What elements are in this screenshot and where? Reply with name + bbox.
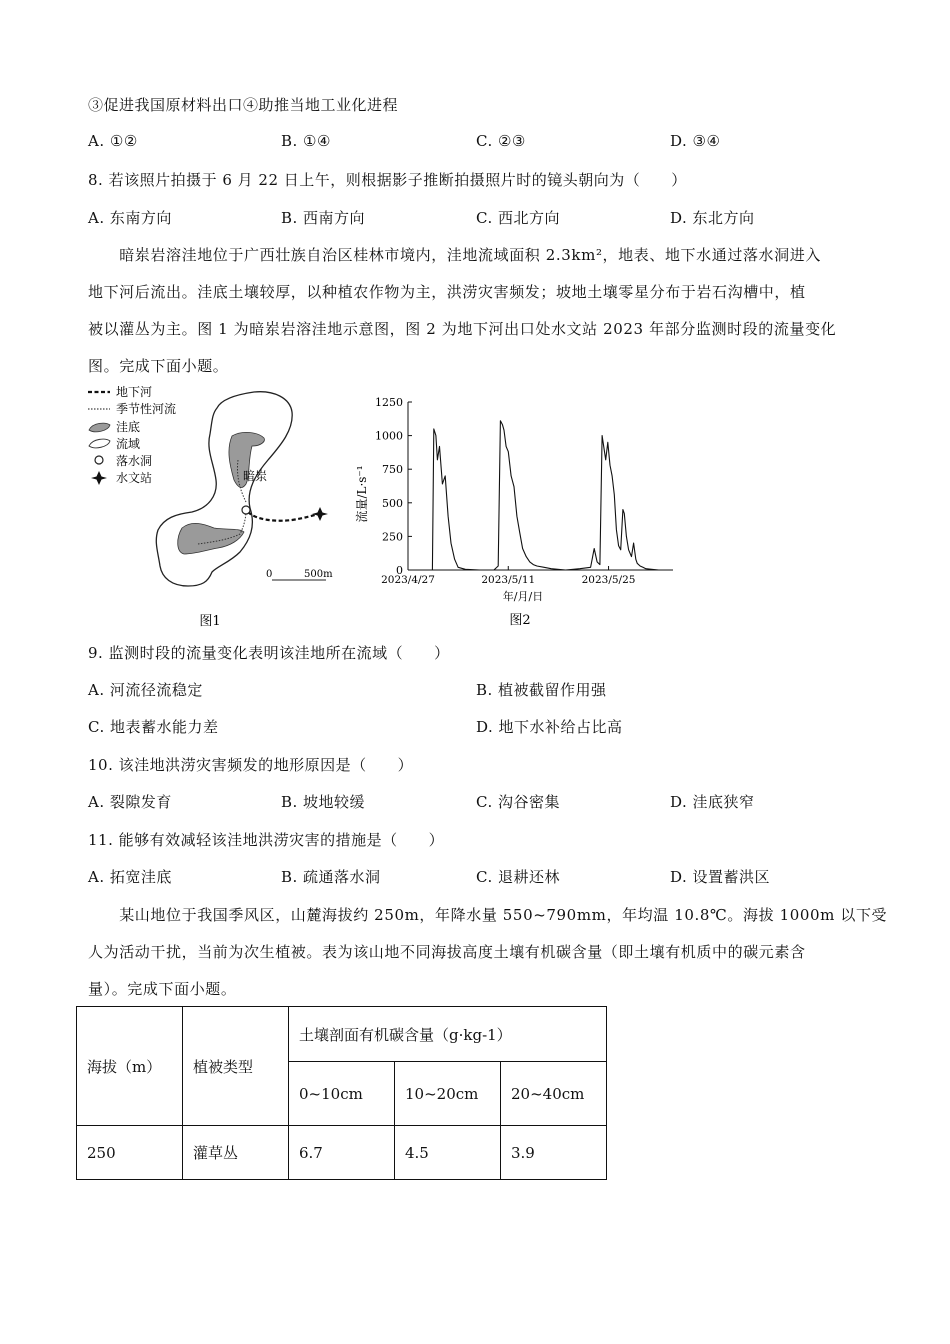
passage-line: 量）。完成下面小题。 [88, 980, 237, 998]
header-depth: 0~10cm [289, 1062, 395, 1126]
header-depth: 10~20cm [395, 1062, 501, 1126]
y-tick-label: 1000 [375, 429, 403, 443]
figure1-caption: 图1 [199, 614, 221, 629]
q9-option-d[interactable]: D. 地下水补给占比高 [476, 718, 623, 736]
watershed-legend-icon [89, 439, 110, 448]
y-tick-label: 750 [382, 463, 403, 477]
q11-option-b[interactable]: B. 疏通落水洞 [281, 868, 381, 886]
watershed-boundary [156, 392, 292, 586]
legend-label: 流域 [116, 437, 141, 451]
legend-label: 落水洞 [116, 454, 153, 468]
q9-option-a[interactable]: A. 河流径流稳定 [88, 681, 203, 699]
hydrological-station-legend-icon [91, 471, 107, 485]
underground-river [248, 512, 318, 521]
q11-option-d[interactable]: D. 设置蓄洪区 [670, 868, 771, 886]
passage-line: 某山地位于我国季风区，山麓海拔约 250m，年降水量 550~790mm，年均温 10.8℃。海拔 1000m 以下受 [88, 906, 888, 924]
scale-end-label: 500m [304, 569, 333, 580]
x-tick-label: 2023/5/25 [581, 574, 636, 586]
q8-option-d[interactable]: D. 东北方向 [670, 209, 755, 227]
figure2-caption: 图2 [509, 613, 531, 628]
table-header-row [77, 1007, 607, 1062]
q7-option-a[interactable]: A. ①② [88, 132, 138, 150]
y-axis-label: 流量/L·s⁻¹ [355, 465, 369, 523]
cell-carbon: 6.7 [289, 1126, 395, 1180]
q9-stem: 9. 监测时段的流量变化表明该洼地所在流域（ ） [88, 644, 450, 662]
q8-stem: 8. 若该照片拍摄于 6 月 22 日上午，则根据影子推断拍摄照片时的镜头朝向为（ ） [88, 171, 687, 189]
passage-line: 暗岽岩溶洼地位于广西壮族自治区桂林市境内，洼地流域面积 2.3km²，地表、地下水通过落水洞进入 [88, 246, 821, 264]
q11-option-a[interactable]: A. 拓宽洼底 [88, 868, 172, 886]
map-legend [88, 384, 176, 485]
legend-label: 地下河 [116, 385, 153, 399]
q11-option-c[interactable]: C. 退耕还林 [476, 868, 560, 886]
q10-stem: 10. 该洼地洪涝灾害频发的地形原因是（ ） [88, 756, 414, 774]
passage-line: 人为活动干扰，当前为次生植被。表为该山地不同海拔高度土壤有机碳含量（即土壤有机质中的碳元素含 [88, 943, 806, 961]
soil-carbon-table [76, 1006, 607, 1180]
y-axis-title [354, 465, 369, 522]
table-row [77, 1126, 607, 1180]
q9-option-b[interactable]: B. 植被截留作用强 [476, 681, 607, 699]
q9-option-c[interactable]: C. 地表蓄水能力差 [88, 718, 219, 736]
q7-option-b[interactable]: B. ①④ [281, 132, 331, 150]
y-tick-label: 1250 [375, 396, 403, 409]
x-tick-label: 2023/4/27 [381, 574, 435, 586]
sinkhole-icon [242, 506, 250, 514]
header-vegetation: 植被类型 [183, 1007, 289, 1126]
q8-option-c[interactable]: C. 西北方向 [476, 209, 560, 227]
q8-option-b[interactable]: B. 西南方向 [281, 209, 366, 227]
cell-vegetation: 灌草丛 [183, 1126, 289, 1180]
q7-option-d[interactable]: D. ③④ [670, 132, 721, 150]
depression-bottom-legend-icon [89, 423, 110, 432]
passage-line: 地下河后流出。洼底土壤较厚，以种植农作物为主，洪涝灾害频发；坡地土壤零星分布于岩石沟槽中，植 [88, 283, 806, 301]
sinkhole-legend-icon [95, 456, 103, 464]
figure2-discharge-chart [350, 384, 690, 634]
header-carbon: 土壤剖面有机碳含量（g·kg-1） [289, 1007, 607, 1062]
y-tick-label: 250 [382, 530, 403, 544]
legend-label: 水文站 [116, 471, 153, 485]
q10-option-b[interactable]: B. 坡地较缓 [281, 793, 366, 811]
q8-option-a[interactable]: A. 东南方向 [88, 209, 172, 227]
cell-carbon: 4.5 [395, 1126, 501, 1180]
x-axis-label: 年/月/日 [502, 590, 544, 603]
q10-option-c[interactable]: C. 沟谷密集 [476, 793, 560, 811]
legend-label: 季节性河流 [116, 402, 177, 416]
q7-option-c[interactable]: C. ②③ [476, 132, 526, 150]
passage-line: 图。完成下面小题。 [88, 357, 229, 375]
y-tick-label: 0 [396, 564, 403, 577]
y-tick-label: 500 [382, 496, 403, 510]
q11-stem: 11. 能够有效减轻该洼地洪涝灾害的措施是（ ） [88, 831, 445, 849]
figure1-map [80, 380, 370, 630]
hydrological-station-icon [312, 507, 328, 521]
q10-option-d[interactable]: D. 洼底狭窄 [670, 793, 755, 811]
discharge-series-line [408, 421, 673, 570]
q10-option-a[interactable]: A. 裂隙发育 [88, 793, 172, 811]
cell-altitude: 250 [77, 1126, 183, 1180]
cell-carbon: 3.9 [501, 1126, 607, 1180]
header-depth: 20~40cm [501, 1062, 607, 1126]
header-altitude: 海拔（m） [77, 1007, 183, 1126]
q7-option-line: ③促进我国原材料出口④助推当地工业化进程 [88, 96, 399, 114]
x-tick-label: 2023/5/11 [481, 574, 536, 586]
legend-label: 洼底 [116, 420, 141, 434]
place-label: 暗岽 [243, 469, 268, 483]
scale-start-label: 0 [266, 569, 273, 580]
passage-line: 被以灌丛为主。图 1 为暗岽岩溶洼地示意图，图 2 为地下河出口处水文站 2023 年部分监测时段的流量变化 [88, 320, 837, 338]
